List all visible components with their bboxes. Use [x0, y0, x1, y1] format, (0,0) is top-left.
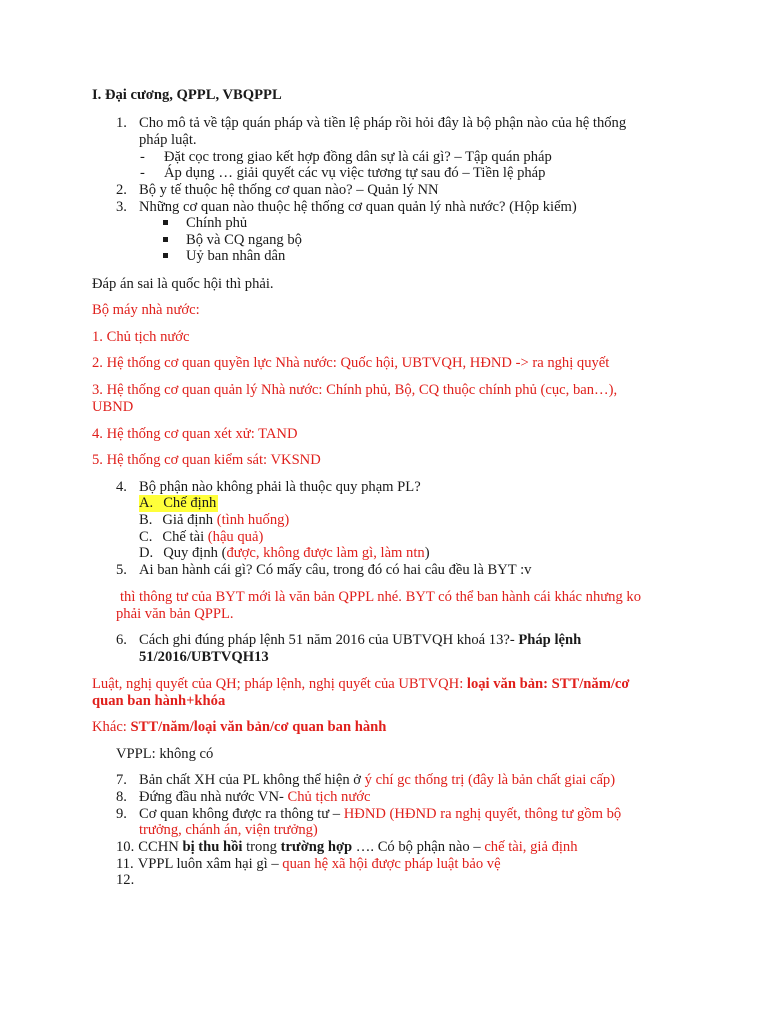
- q3-item-1: Chính phủ: [186, 215, 248, 231]
- bo-may-item-1: 1. Chủ tịch nước: [92, 329, 190, 345]
- q10-text-5: …. Có bộ phận nào –: [352, 839, 485, 855]
- q11-number: 11.: [116, 856, 134, 872]
- q6-answer-part2: 51/2016/UBTVQH13: [139, 649, 269, 665]
- q1-sub2-dash: -: [140, 165, 145, 181]
- q6-text: Cách ghi đúng pháp lệnh 51 năm 2016 của UBTVQH khoá 13?-: [139, 632, 519, 648]
- q10-text-1: CCHN: [138, 839, 183, 855]
- q5-answer-line1: thì thông tư của BYT mới là văn bản QPPL nhé. BYT có thể ban hành cái khác nhưng ko: [120, 589, 641, 605]
- q9-answer-part1: HĐND (HĐND ra nghị quyết, thông tư gồm bộ: [343, 806, 622, 822]
- q10-answer: chế tài, giả định: [484, 839, 578, 855]
- q1-sub1-dash: -: [140, 149, 145, 165]
- q5-number: 5.: [116, 562, 127, 578]
- q4-option-d: [139, 545, 430, 562]
- note-wrong-answer: Đáp án sai là quốc hội thì phải.: [92, 276, 274, 292]
- q6-number: 6.: [116, 632, 127, 648]
- bullet-square-icon: [163, 220, 168, 225]
- q11-text: VPPL luôn xâm hại gì –: [137, 856, 283, 872]
- q12-number: 12.: [116, 872, 135, 888]
- q1-line2: pháp luật.: [139, 132, 197, 148]
- q4-option-c: [139, 529, 263, 546]
- q8-answer: Chủ tịch nước: [287, 789, 371, 805]
- q5-answer-line2: phải văn bản QPPL.: [116, 606, 234, 622]
- format-line2: quan ban hành+khóa: [92, 693, 226, 709]
- bo-may-heading: Bộ máy nhà nước:: [92, 302, 200, 318]
- format-line1: [92, 676, 629, 693]
- q4-option-a-letter: A.: [139, 495, 154, 511]
- q11-answer: quan hệ xã hội được pháp luật bảo vệ: [282, 856, 501, 872]
- format-khac-plain: Khác:: [92, 719, 131, 735]
- q4-option-a-text: Chế định: [163, 495, 217, 511]
- q4-option-d-note: được, không được làm gì, làm ntn: [226, 545, 425, 561]
- q4-option-b-text: Giả định: [162, 512, 217, 528]
- bo-may-item-4: 4. Hệ thống cơ quan xét xử: TAND: [92, 426, 298, 442]
- q7-line: [139, 772, 615, 789]
- q10-text-3: trong: [242, 839, 281, 855]
- q2-number: 2.: [116, 182, 127, 198]
- q4-option-a-highlight: [139, 495, 218, 512]
- format-khac-bold: STT/năm/loại văn bản/cơ quan ban hành: [130, 719, 387, 735]
- format-line1-bold: loại văn bản: STT/năm/cơ: [466, 676, 630, 692]
- q1-line1: Cho mô tả về tập quán pháp và tiền lệ pháp rồi hỏi đây là bộ phận nào của hệ thống: [139, 115, 627, 131]
- bo-may-item-5: 5. Hệ thống cơ quan kiểm sát: VKSND: [92, 452, 321, 468]
- q1-sub1: Đặt cọc trong giao kết hợp đồng dân sự là cái gì? – Tập quán pháp: [164, 149, 552, 165]
- q4-option-d-letter: D.: [139, 545, 154, 561]
- q4-option-d-close: ): [424, 545, 430, 561]
- q1-number: 1.: [116, 115, 127, 131]
- q6-answer-part1: Pháp lệnh: [518, 632, 582, 648]
- q4-option-d-text: Quy định (: [163, 545, 227, 561]
- q3-item-3: Uỷ ban nhân dân: [186, 248, 286, 264]
- q9-text: Cơ quan không được ra thông tư –: [139, 806, 344, 822]
- q6-line1: [139, 632, 581, 649]
- bo-may-item-2: 2. Hệ thống cơ quan quyền lực Nhà nước: Quốc hội, UBTVQH, HĐND -> ra nghị quyết: [92, 355, 610, 371]
- bo-may-item-3b: UBND: [92, 399, 134, 415]
- q4-option-b-letter: B.: [139, 512, 153, 528]
- q7-answer: ý chí gc thống trị (đây là bản chất giai cấp): [364, 772, 616, 788]
- format-line1-plain: Luật, nghị quyết của QH; pháp lệnh, nghị quyết của UBTVQH:: [92, 676, 467, 692]
- q1-sub2: Áp dụng … giải quyết các vụ việc tương tự sau đó – Tiền lệ pháp: [164, 165, 546, 181]
- q8-text: Đứng đầu nhà nước VN-: [139, 789, 288, 805]
- q4-number: 4.: [116, 479, 127, 495]
- bo-may-item-3a: 3. Hệ thống cơ quan quản lý Nhà nước: Chính phủ, Bộ, CQ thuộc chính phủ (cục, ban…),: [92, 382, 618, 398]
- q10-number: 10.: [116, 839, 135, 855]
- bullet-square-icon: [163, 253, 168, 258]
- q9-number: 9.: [116, 806, 127, 822]
- q8-number: 8.: [116, 789, 127, 805]
- q4-option-c-text: Chế tài: [162, 529, 208, 545]
- q9-answer-part2: trưởng, chánh án, viện trưởng): [139, 822, 318, 838]
- q3-number: 3.: [116, 199, 127, 215]
- q2-text: Bộ y tế thuộc hệ thống cơ quan nào? – Quản lý NN: [139, 182, 439, 198]
- section-title: I. Đại cương, QPPL, VBQPPL: [92, 87, 282, 103]
- q4-text: Bộ phận nào không phải là thuộc quy phạm PL?: [139, 479, 421, 495]
- q4-option-c-letter: C.: [139, 529, 153, 545]
- q11-line: [116, 856, 501, 873]
- bullet-square-icon: [163, 237, 168, 242]
- q3-item-2: Bộ và CQ ngang bộ: [186, 232, 302, 248]
- q5-text: Ai ban hành cái gì? Có mấy câu, trong đó có hai câu đều là BYT :v: [139, 562, 532, 578]
- q8-line: [139, 789, 370, 806]
- q4-option-b-note: (tình huống): [216, 512, 290, 528]
- q4-option-b: [139, 512, 289, 529]
- q4-option-c-note: (hậu quả): [207, 529, 264, 545]
- q7-text: Bản chất XH của PL không thể hiện ở: [139, 772, 365, 788]
- q9-line1: [139, 806, 621, 823]
- vppl-note: VPPL: không có: [116, 746, 214, 762]
- q10-text-4: trường hợp: [280, 839, 353, 855]
- q10-text-2: bị thu hồi: [182, 839, 243, 855]
- q7-number: 7.: [116, 772, 127, 788]
- q3-text: Những cơ quan nào thuộc hệ thống cơ quan quản lý nhà nước? (Hộp kiểm): [139, 199, 577, 215]
- format-khac: [92, 719, 386, 736]
- q10-line: [116, 839, 578, 856]
